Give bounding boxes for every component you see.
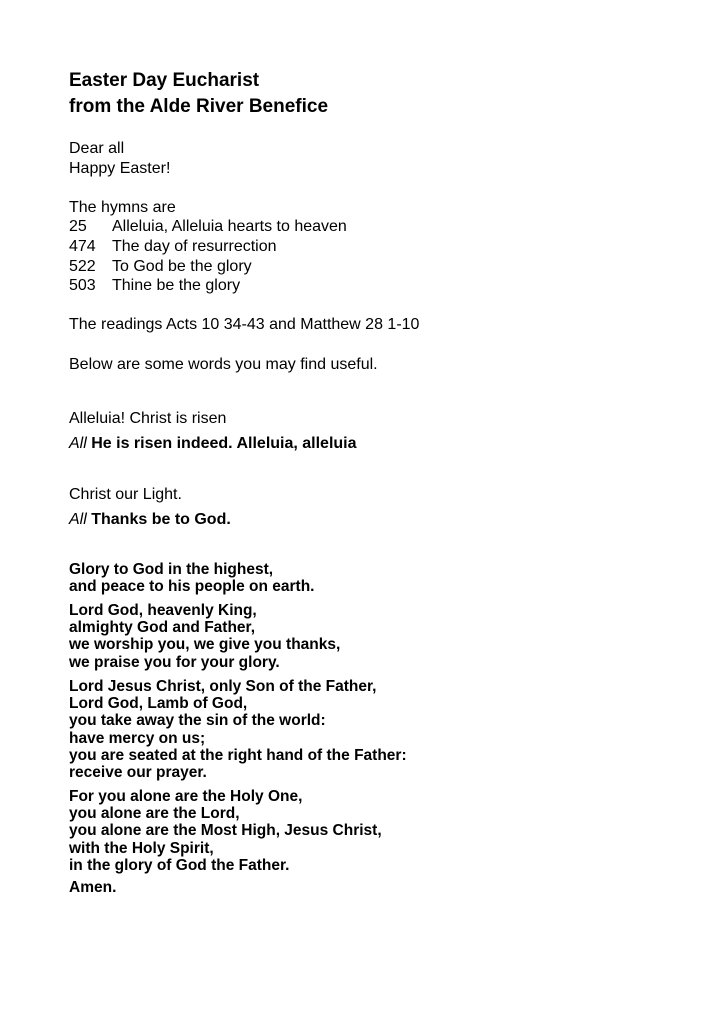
gloria-line: Glory to God in the highest, [69,561,274,578]
greeting-line-1: Dear all [69,140,125,157]
response-text: He is risen indeed. Alleluia, alleluia [91,435,357,452]
amen-line: Amen. [69,879,117,896]
document-title-line-2: from the Alde River Benefice [69,96,329,117]
gloria-line: with the Holy Spirit, [69,839,214,857]
greeting-line-2: Happy Easter! [69,160,171,177]
acclamation-leader-2: Christ our Light. [69,486,182,503]
response-text: Thanks be to God. [91,511,231,528]
readings-line: The readings Acts 10 34-43 and Matthew 28 1-10 [69,316,420,333]
hymn-title: Thine be the glory [112,277,241,294]
hymns-intro: The hymns are [69,199,176,216]
hymn-title: To God be the glory [112,258,252,275]
gloria-line: Lord Jesus Christ, only Son of the Father, [69,678,377,695]
gloria-line: we praise you for your glory. [69,653,280,671]
gloria-line: in the glory of God the Father. [69,856,290,874]
hymn-title: The day of resurrection [112,238,277,255]
hymn-title: Alleluia, Alleluia hearts to heaven [112,218,347,235]
gloria-line: you take away the sin of the world: [69,712,326,730]
gloria-line: Lord God, Lamb of God, [69,695,248,713]
hymn-item [69,276,240,295]
acclamation-leader-1: Alleluia! Christ is risen [69,410,227,427]
gloria-line: we worship you, we give you thanks, [69,636,341,654]
all-label: All [69,511,87,528]
gloria-stanza-4 [69,788,382,874]
document-title-line-1: Easter Day Eucharist [69,70,260,91]
gloria-line: and peace to his people on earth. [69,578,315,596]
hymn-number: 25 [69,218,87,235]
acclamation-response-1 [69,434,357,453]
gloria-amen [69,879,116,896]
hymn-item [69,257,252,276]
gloria-line: you are seated at the right hand of the Father: [69,746,407,764]
gloria-line: have mercy on us; [69,729,206,747]
gloria-line: receive our prayer. [69,763,207,781]
gloria-line: you alone are the Most High, Jesus Christ, [69,822,382,840]
intro-note: Below are some words you may find useful. [69,356,378,373]
gloria-line: For you alone are the Holy One, [69,788,303,805]
hymn-number: 474 [69,238,96,255]
acclamation-response-2 [69,510,231,529]
hymn-item [69,217,347,236]
all-label: All [69,435,87,452]
gloria-stanza-3 [69,678,407,781]
gloria-line: almighty God and Father, [69,619,256,637]
hymn-item [69,237,277,256]
hymn-number: 503 [69,277,96,294]
gloria-line: Lord God, heavenly King, [69,602,257,619]
gloria-stanza-2 [69,602,340,671]
gloria-stanza-1 [69,561,314,595]
hymn-number: 522 [69,258,96,275]
gloria-line: you alone are the Lord, [69,805,240,823]
